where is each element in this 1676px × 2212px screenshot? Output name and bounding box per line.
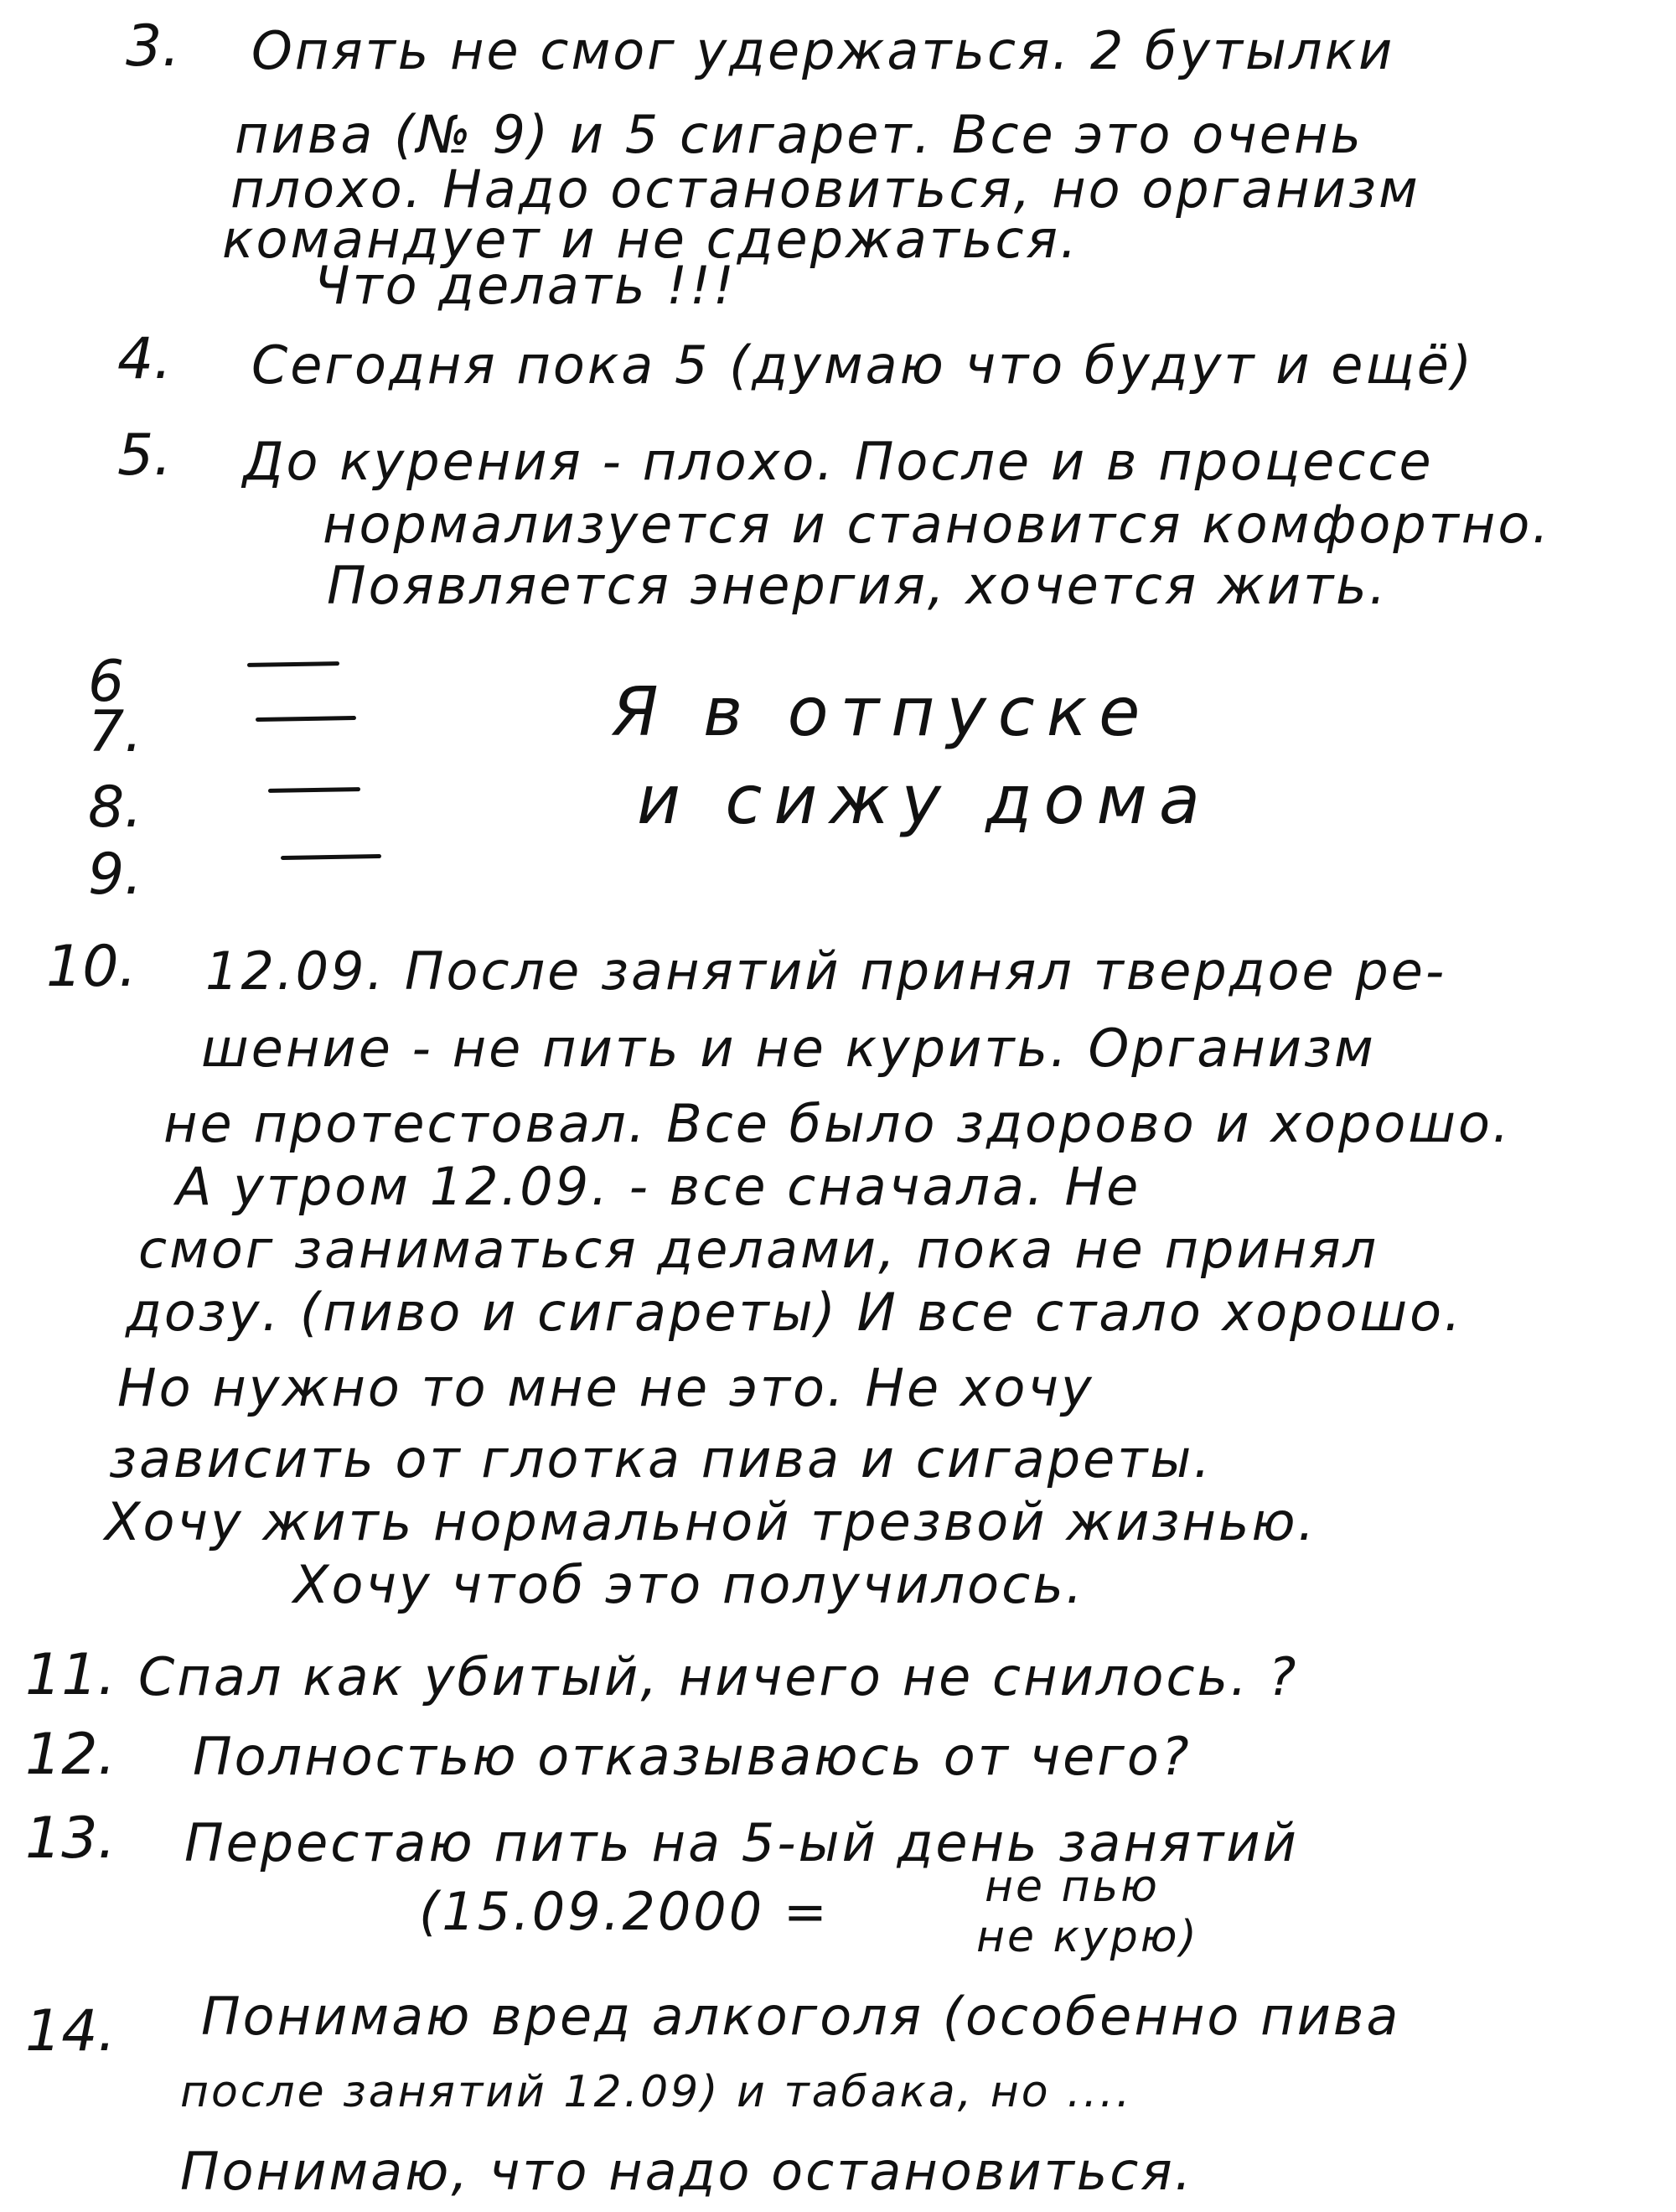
entry-number: 5. xyxy=(117,422,172,489)
blank-dash xyxy=(268,787,360,793)
entry-line: не протестовал. Все было здорово и хорошо. xyxy=(163,1093,1512,1154)
entry-line: Появляется энергия, хочется жить. xyxy=(327,555,1389,616)
entry-number: 11. xyxy=(25,1642,116,1708)
entry-number: 4. xyxy=(117,326,172,392)
entry-line: пива (№ 9) и 5 сигарет. Все это очень xyxy=(235,104,1363,165)
blank-dash xyxy=(256,716,356,722)
entry-line: 12.09. После занятий принял твердое ре- xyxy=(205,940,1447,1002)
entry-number: 8. xyxy=(88,774,142,841)
entry-line: (15.09.2000 = xyxy=(419,1881,830,1942)
entry-line: Но нужно то мне не это. Не хочу xyxy=(117,1357,1094,1418)
entry-line: плохо. Надо остановиться, но организм xyxy=(230,158,1420,220)
entry-line: Перестаю пить на 5-ый день занятий xyxy=(184,1812,1299,1873)
entry-line: Опять не смог удержаться. 2 бутылки xyxy=(251,20,1395,81)
entry-line: Я в отпуске xyxy=(612,673,1152,751)
entry-line: Что делать !!! xyxy=(314,255,737,316)
entry-line: дозу. (пиво и сигареты) И все стало хорошо. xyxy=(126,1282,1463,1343)
entry-line: и сижу дома xyxy=(637,761,1212,839)
entry-line: шение - не пить и не курить. Организм xyxy=(201,1018,1376,1079)
entry-line: не курю) xyxy=(976,1912,1199,1962)
entry-line: А утром 12.09. - все сначала. Не xyxy=(176,1156,1141,1217)
entry-line: нормализуется и становится комфортно. xyxy=(323,494,1551,555)
entry-line: Хочу чтоб это получилось. xyxy=(293,1554,1085,1615)
entry-number: 12. xyxy=(25,1722,116,1788)
entry-line: Сегодня пока 5 (думаю что будут и ещё) xyxy=(251,334,1475,396)
entry-line: после занятий 12.09) и табака, но .... xyxy=(180,2067,1133,2117)
entry-number: 7. xyxy=(88,699,142,765)
entry-line: Полностью отказываюсь от чего? xyxy=(193,1726,1192,1787)
entry-line: Хочу жить нормальной трезвой жизнью. xyxy=(105,1491,1317,1552)
entry-line: не пью xyxy=(985,1862,1160,1912)
entry-line: Спал как убитый, ничего не снилось. ? xyxy=(138,1646,1299,1707)
entry-number: 10. xyxy=(46,934,137,1000)
entry-line: Понимаю, что надо остановиться. xyxy=(180,2141,1194,2202)
entry-number: 14. xyxy=(25,1998,116,2064)
entry-line: смог заниматься делами, пока не принял xyxy=(138,1219,1379,1280)
blank-dash xyxy=(247,661,339,667)
entry-number: 3. xyxy=(126,13,180,80)
entry-number: 13. xyxy=(25,1805,116,1872)
blank-dash xyxy=(281,854,381,860)
entry-number: 9. xyxy=(88,842,142,908)
entry-line: Понимаю вред алкоголя (особенно пива xyxy=(201,1986,1401,2047)
entry-line: До курения - плохо. После и в процессе xyxy=(243,431,1434,492)
entry-line: командует и не сдержаться. xyxy=(222,209,1079,270)
entry-number: 6 xyxy=(88,649,125,715)
entry-line: зависить от глотка пива и сигареты. xyxy=(109,1428,1213,1489)
